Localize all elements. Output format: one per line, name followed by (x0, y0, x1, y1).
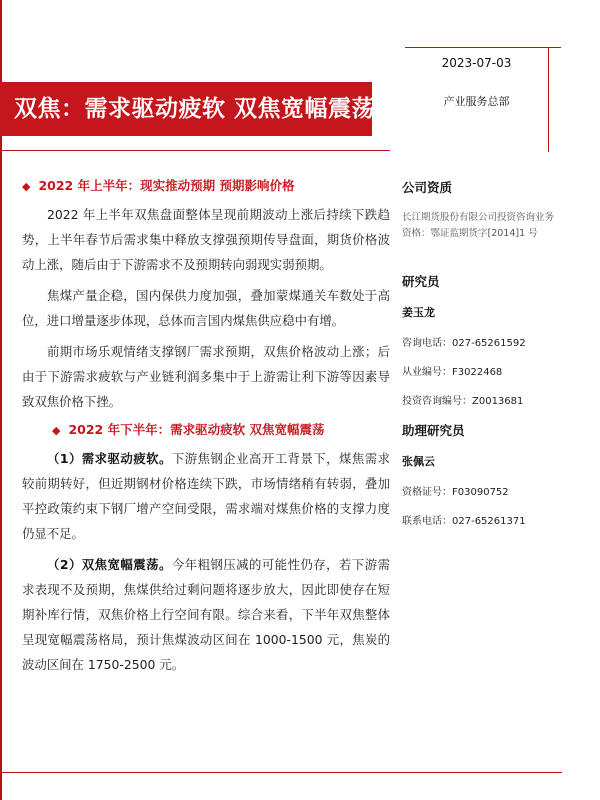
researcher-license: 从业编号：F3022468 (402, 367, 503, 378)
footer-rule (0, 772, 562, 773)
section-heading-h1 (22, 176, 390, 194)
header-rule (405, 47, 561, 48)
paragraph-5-lead: （2）双焦宽幅震荡。 (47, 557, 172, 572)
bullet-diamond-icon: ◆ (52, 424, 61, 437)
report-title-banner: 双焦：需求驱动疲软 双焦宽幅震荡 (0, 82, 372, 136)
researcher-title: 研究员 (402, 274, 440, 289)
researcher-name: 姜玉龙 (402, 306, 435, 319)
report-date: 2023-07-03 (441, 56, 512, 70)
assistant-title: 助理研究员 (402, 423, 465, 438)
company-qualification-title: 公司资质 (402, 180, 453, 195)
paragraph-5-body: 今年粗钢压减的可能性仍存，若下游需求表现不及预期，焦煤供给过剩问题将逐步放大，因此即使存在短期补库行情，双焦价格上行空间有限。综合来看，下半年双焦整体呈现宽幅震荡格局，预计焦煤波动区间在 1000-1500 元，焦炭的波动区间在 1750-2500 元。 (22, 557, 391, 672)
paragraph-4-body: 下游焦钢企业高开工背景下，煤焦需求较前期转好，但近期钢材价格连续下跌，市场情绪稍有转弱，叠加平控政策约束下钢厂增产空间受限，需求端对煤焦价格的支撑力度仍显不足。 (22, 451, 391, 541)
section-heading-text: 2022 年上半年：现实推动预期 预期影响价格 (38, 178, 295, 193)
department-label: 产业服务总部 (443, 95, 510, 108)
sidebar (402, 178, 562, 541)
main-content (22, 176, 390, 683)
paragraph-2: 焦煤产量企稳，国内保供力度加强，叠加蒙煤通关车数处于高位，进口增量逐步体现，总体而言国内煤焦供应稳中有增。 (22, 288, 390, 328)
assistant-phone: 联系电话：027-65261371 (402, 516, 526, 527)
paragraph-1: 2022 年上半年双焦盘面整体呈现前期波动上涨后持续下跌趋势，上半年春节后需求集中释放支撑强预期传导盘面，期货价格波动上涨，随后由于下游需求不及预期转向弱现实弱预期。 (22, 207, 390, 272)
bullet-diamond-icon: ◆ (22, 180, 31, 193)
assistant-cert: 资格证号：F03090752 (402, 487, 509, 498)
paragraph-3: 前期市场乐观情绪支撑钢厂需求预期，双焦价格波动上涨；后由于下游需求疲软与产业链利润多集中于上游需让利下游等因素导致双焦价格下挫。 (22, 344, 390, 409)
assistant-name: 张佩云 (402, 455, 435, 468)
researcher-invest-number: 投资咨询编号：Z0013681 (402, 396, 524, 407)
header-vertical-rule (548, 47, 549, 152)
title-underline (0, 150, 390, 151)
paragraph-4 (22, 446, 390, 546)
section-heading-text: 2022 年下半年：需求驱动疲软 双焦宽幅震荡 (68, 422, 325, 437)
section-heading-h2 (52, 420, 390, 438)
researcher-phone: 咨询电话：027-65261592 (402, 338, 526, 349)
paragraph-4-lead: （1）需求驱动疲软。 (47, 451, 172, 466)
paragraph-5 (22, 552, 390, 677)
company-qualification-text: 长江期货股份有限公司投资咨询业务资格：鄂证监期货字[2014]1 号 (402, 212, 555, 239)
